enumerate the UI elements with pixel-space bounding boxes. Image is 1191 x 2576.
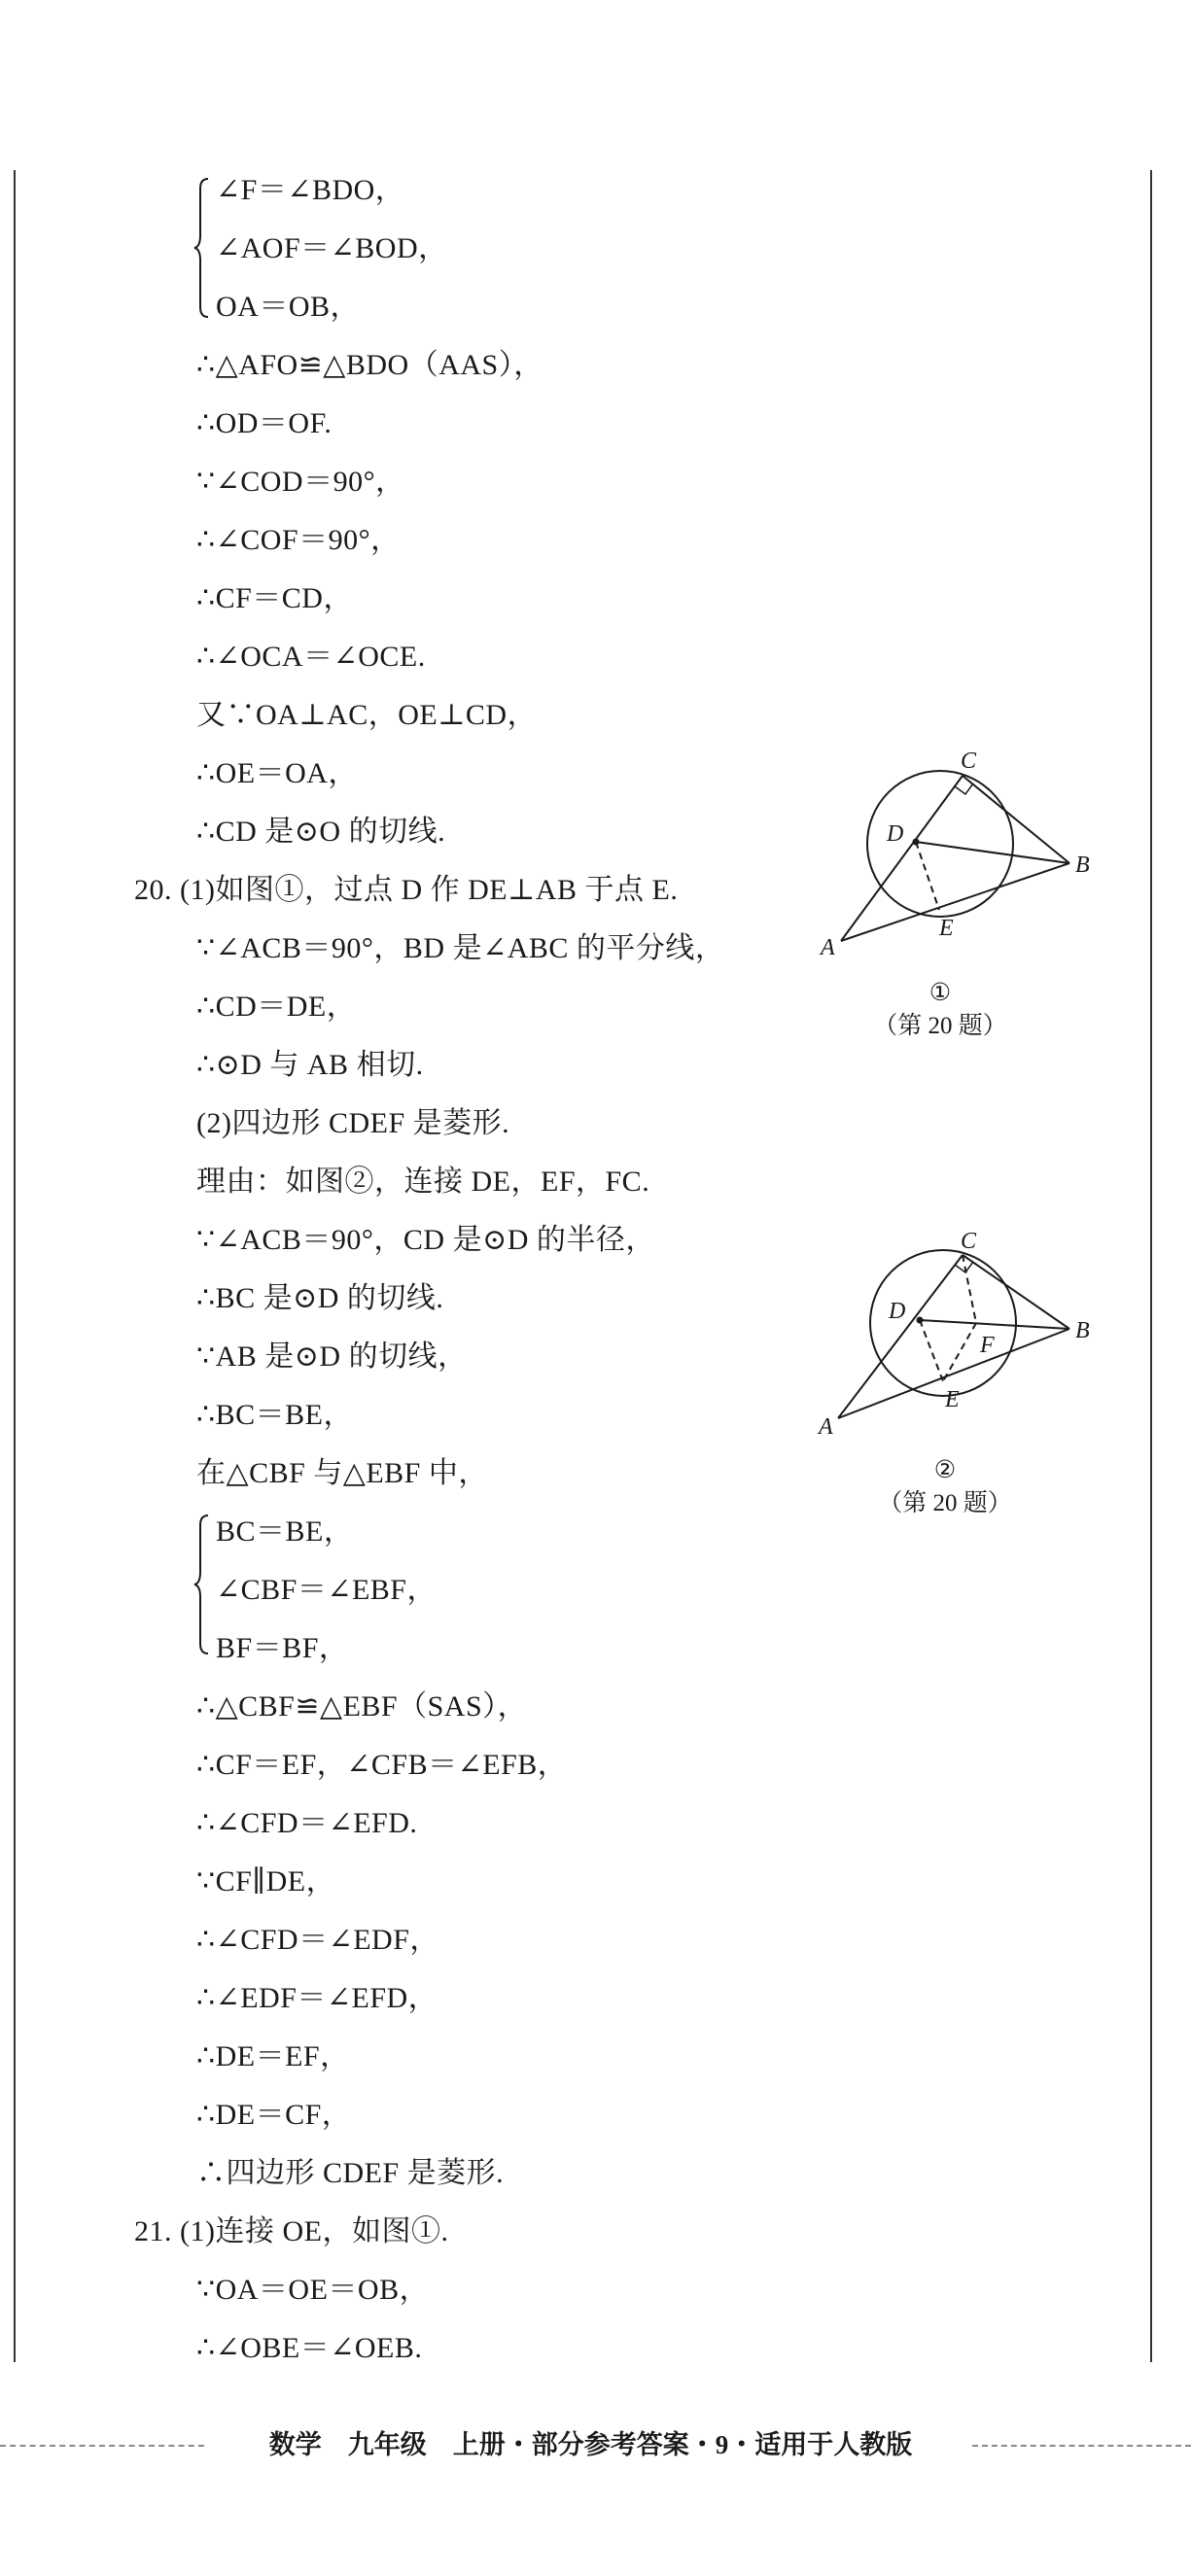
figure-20-2-number: ② — [933, 1457, 957, 1483]
solution-line: ∴BC 是⊙D 的切线. — [196, 1282, 444, 1314]
solution-line: ∴∠OCA＝∠OCE. — [196, 641, 426, 673]
solution-line: ∠F＝∠BDO， — [216, 174, 405, 206]
fig2-label-b: B — [1075, 1318, 1090, 1343]
solution-line: 又∵OA⊥AC，OE⊥CD， — [196, 699, 538, 731]
figure-20-2 — [807, 1220, 1108, 1444]
footer-dash-right — [972, 2445, 1191, 2447]
solution-line: 20. (1)如图①，过点 D 作 DE⊥AB 于点 E. — [134, 874, 679, 906]
figure-20-1 — [817, 748, 1108, 962]
fig1-label-e: E — [939, 916, 954, 941]
fig1-label-a: A — [821, 935, 835, 960]
solution-line: OA＝OB， — [216, 291, 361, 323]
fig2-label-c: C — [961, 1229, 977, 1254]
figure-20-1-number: ① — [928, 980, 952, 1006]
solution-line: ∴DE＝EF， — [196, 2040, 350, 2072]
solution-line: ∵AB 是⊙D 的切线， — [196, 1340, 468, 1373]
footer-text: 数学 九年级 上册・部分参考答案・9・适用于人教版 — [268, 2430, 913, 2459]
fig2-label-e: E — [945, 1387, 960, 1412]
solution-line: ∴CD＝DE， — [196, 991, 357, 1023]
solution-line: ∴△AFO≌△BDO（AAS）， — [196, 349, 543, 381]
figure-20-2-caption: （第 20 题） — [878, 1490, 1012, 1516]
solution-line: ∴∠EDF＝∠EFD， — [196, 1982, 438, 2014]
solution-line: ∴CF＝EF，∠CFB＝∠EFB， — [196, 1749, 568, 1781]
system-brace-2 — [193, 1512, 212, 1657]
solution-line: BC＝BE， — [216, 1515, 354, 1548]
fig1-label-b: B — [1075, 853, 1090, 878]
solution-line: ∠CBF＝∠EBF， — [216, 1574, 437, 1606]
fig1-label-d: D — [887, 821, 904, 847]
solution-line: ∴CF＝CD， — [196, 582, 353, 614]
solution-line: BF＝BF， — [216, 1632, 349, 1664]
solution-line: ∵CF∥DE， — [196, 1865, 336, 1897]
fig2-label-a: A — [819, 1414, 833, 1440]
fig1-label-c: C — [961, 748, 977, 774]
solution-line: ∵∠ACB＝90°，CD 是⊙D 的半径， — [196, 1224, 655, 1256]
solution-line: 理由：如图②，连接 DE，EF，FC. — [196, 1166, 650, 1198]
solution-line: ∴OE＝OA， — [196, 757, 358, 789]
solution-line: ∴∠OBE＝∠OEB. — [196, 2332, 423, 2364]
solution-line: (2)四边形 CDEF 是菱形. — [196, 1107, 510, 1139]
solution-line: 在△CBF 与△EBF 中， — [196, 1457, 488, 1489]
solution-line: ∴OD＝OF. — [196, 407, 333, 439]
system-brace-1 — [193, 175, 212, 321]
figure-20-1-caption: （第 20 题） — [873, 1013, 1007, 1039]
solution-line: 21. (1)连接 OE，如图①. — [134, 2215, 449, 2247]
solution-line: ∴CD 是⊙O 的切线. — [196, 816, 446, 848]
fig2-label-f: F — [980, 1333, 995, 1358]
solution-line: ∴DE＝CF， — [196, 2099, 352, 2131]
fig2-label-d: D — [889, 1299, 906, 1324]
solution-line: ∴BC＝BE， — [196, 1399, 353, 1431]
solution-line: ∵OA＝OE＝OB， — [196, 2274, 430, 2306]
footer-dash-left — [0, 2445, 204, 2447]
solution-line: ∠AOF＝∠BOD， — [216, 232, 448, 264]
left-margin-rule — [14, 170, 16, 2362]
solution-line: ∴∠CFD＝∠EFD. — [196, 1807, 418, 1839]
solution-line: ∵∠COD＝90°， — [196, 466, 405, 498]
right-margin-rule — [1150, 170, 1152, 2362]
solution-line: ∵∠ACB＝90°，BD 是∠ABC 的平分线， — [196, 932, 725, 964]
solution-line: ∴∠CFD＝∠EDF， — [196, 1924, 439, 1956]
page-footer — [0, 2425, 1191, 2464]
solution-line: ∴四边形 CDEF 是菱形. — [196, 2157, 505, 2189]
solution-line: ∴△CBF≌△EBF（SAS）， — [196, 1690, 528, 1723]
solution-line: ∴⊙D 与 AB 相切. — [196, 1049, 424, 1081]
solution-line: ∴∠COF＝90°， — [196, 524, 401, 556]
